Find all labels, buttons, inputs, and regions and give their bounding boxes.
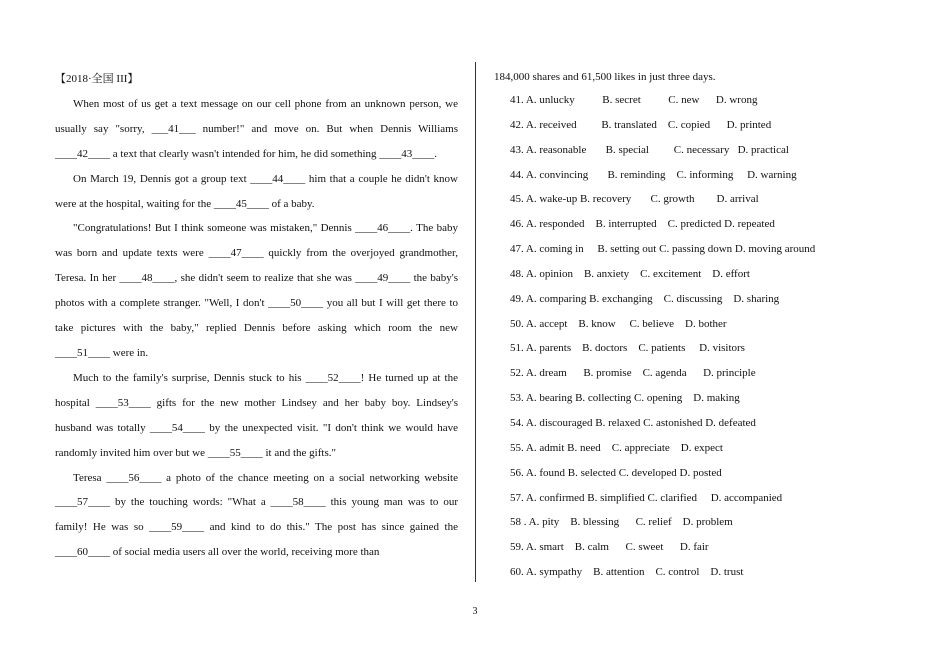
option-line-52: 52. A. dream B. promise C. agenda D. principle (510, 367, 756, 380)
option-line-59: 59. A. smart B. calm C. sweet D. fair (510, 541, 709, 554)
source-header: 【2018·全国 III】 (55, 73, 139, 85)
option-line-49: 49. A. comparing B. exchanging C. discussing D. sharing (510, 292, 780, 305)
option-line-48: 48. A. opinion B. anxiety C. excitement D. effort (510, 267, 750, 280)
option-line-58: 58 . A. pity B. blessing C. relief D. problem (510, 516, 733, 529)
passage-paragraph-1: When most of us get a text message on our cell phone from an unknown person, we usually say "sorry, ___41___ number!" and move on. But when Dennis Williams ____42____ a text that clearly wasn't intended for him, he did something ____43____. (55, 97, 458, 160)
option-line-44: 44. A. convincing B. reminding C. informing D. warning (510, 168, 797, 181)
option-line-47: 47. A. coming in B. setting out C. passing down D. moving around (510, 243, 816, 256)
passage-column (55, 67, 458, 565)
option-line-54: 54. A. discouraged B. relaxed C. astonished D. defeated (510, 416, 756, 429)
option-line-55: 55. A. admit B. need C. appreciate D. expect (510, 441, 723, 454)
option-line-41: 41. A. unlucky B. secret C. new D. wrong (510, 94, 758, 106)
passage-paragraph-5: Teresa ____56____ a photo of the chance meeting on a social networking website ____57____ by the touching words: "What a ____58____ this young man was to our family! He was so ____59____ and kind to do this." The post has since gained the ____60____ of social media users all over the world, receiving more than (55, 471, 458, 559)
option-line-56: 56. A. found B. selected C. developed D. posted (510, 466, 722, 479)
option-line-57: 57. A. confirmed B. simplified C. clarified D. accompanied (510, 491, 783, 504)
option-line-60: 60. A. sympathy B. attention C. control D. trust (510, 566, 744, 579)
passage-paragraph-2: On March 19, Dennis got a group text ____44____ him that a couple he didn't know were at the hospital, waiting for the ____45____ of a baby. (55, 172, 458, 210)
option-line-50: 50. A. accept B. know C. believe D. bother (510, 317, 727, 330)
option-line-43: 43. A. reasonable B. special C. necessary D. practical (510, 143, 789, 156)
options-column (494, 67, 914, 585)
option-line-53: 53. A. bearing B. collecting C. opening D. making (510, 392, 740, 405)
option-line-42: 42. A. received B. translated C. copied D. printed (510, 118, 772, 131)
option-line-46: 46. A. responded B. interrupted C. predicted D. repeated (510, 218, 775, 231)
option-line-45: 45. A. wake-up B. recovery C. growth D. arrival (510, 193, 759, 206)
passage-paragraph-3: "Congratulations! But I think someone was mistaken," Dennis ____46____. The baby was born and update texts were ____47____ quickly from the overjoyed grandmother, Teresa. In her ____48____, she didn't seem to realize that she was ____49____ the baby's photos with a complete stranger. "Well, I don't ____50____ you all but I will get there to take pictures with the baby," replied Dennis before asking which room the new ____51____ were in. (55, 222, 458, 359)
column-divider (475, 62, 476, 582)
passage-continuation: 184,000 shares and 61,500 likes in just three days. (494, 71, 716, 83)
option-line-51: 51. A. parents B. doctors C. patients D. visitors (510, 342, 745, 355)
passage-paragraph-4: Much to the family's surprise, Dennis stuck to his ____52____! He turned up at the hospital ____53____ gifts for the new mother Lindsey and her baby boy. Lindsey's husband was totally ____54____ by the unexpected visit. "I don't think we would have randomly invited him over but we ____55____ it and the gifts." (55, 371, 458, 459)
page-number: 3 (472, 606, 478, 617)
